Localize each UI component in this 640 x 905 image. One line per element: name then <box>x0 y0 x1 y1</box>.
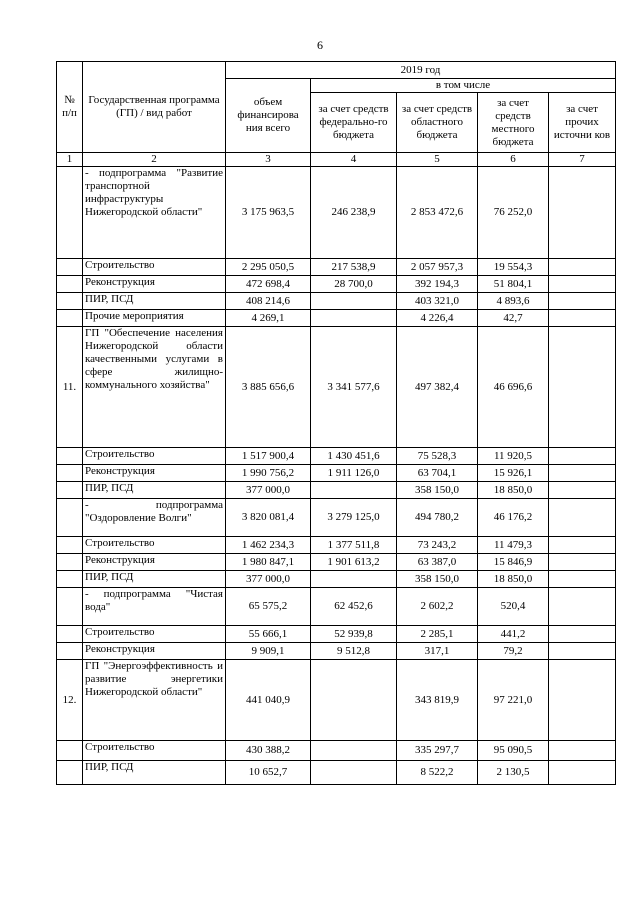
work-type-name: Строительство <box>85 626 155 638</box>
value-federal: 217 538,9 <box>311 259 397 276</box>
table-row <box>57 167 616 259</box>
value-total: 65 575,2 <box>226 588 311 626</box>
value-local: 46 696,6 <box>478 327 549 448</box>
header-year: 2019 год <box>226 62 616 79</box>
work-type-cell <box>83 741 226 761</box>
value-federal: 1 911 126,0 <box>311 465 397 482</box>
value-other <box>549 259 616 276</box>
value-federal: 3 341 577,6 <box>311 327 397 448</box>
value-other <box>549 327 616 448</box>
work-type-cell <box>83 465 226 482</box>
header-col-local: за счет средств местного бюджета <box>478 93 549 153</box>
work-type-cell <box>83 643 226 660</box>
column-number: 7 <box>549 153 616 167</box>
table-row <box>57 741 616 761</box>
value-total: 1 517 900,4 <box>226 448 311 465</box>
value-other <box>549 310 616 327</box>
work-type-name: Строительство <box>85 741 155 753</box>
table-row <box>57 293 616 310</box>
row-number <box>57 741 83 761</box>
value-regional: 403 321,0 <box>397 293 478 310</box>
work-type-cell <box>83 571 226 588</box>
value-local: 18 850,0 <box>478 571 549 588</box>
work-type-name: ГП "Энергоэффективность и развитие энергетики Нижегородской области" <box>85 660 223 698</box>
work-type-name: Прочие мероприятия <box>85 310 184 322</box>
table-row <box>57 310 616 327</box>
work-type-name: - подпрограмма "Чистая вода" <box>85 588 223 613</box>
value-regional: 63 387,0 <box>397 554 478 571</box>
value-regional: 392 194,3 <box>397 276 478 293</box>
value-total: 2 295 050,5 <box>226 259 311 276</box>
table-row <box>57 554 616 571</box>
value-regional: 2 853 472,6 <box>397 167 478 259</box>
value-local: 441,2 <box>478 626 549 643</box>
value-total: 10 652,7 <box>226 761 311 785</box>
column-number: 1 <box>57 153 83 167</box>
value-total: 408 214,6 <box>226 293 311 310</box>
value-total: 3 820 081,4 <box>226 499 311 537</box>
work-type-cell <box>83 259 226 276</box>
value-regional: 2 285,1 <box>397 626 478 643</box>
value-federal <box>311 571 397 588</box>
table-row <box>57 465 616 482</box>
value-federal <box>311 761 397 785</box>
value-other <box>549 499 616 537</box>
value-regional: 73 243,2 <box>397 537 478 554</box>
row-number <box>57 310 83 327</box>
row-number <box>57 571 83 588</box>
table-row <box>57 571 616 588</box>
value-other <box>549 626 616 643</box>
value-total: 55 666,1 <box>226 626 311 643</box>
work-type-cell <box>83 626 226 643</box>
table-row <box>57 643 616 660</box>
value-federal: 246 238,9 <box>311 167 397 259</box>
work-type-name: Строительство <box>85 259 155 271</box>
header-col-total: объем финансирова ния всего <box>226 79 311 153</box>
row-number <box>57 761 83 785</box>
value-total: 377 000,0 <box>226 571 311 588</box>
value-federal: 52 939,8 <box>311 626 397 643</box>
work-type-cell <box>83 660 226 741</box>
work-type-cell <box>83 482 226 499</box>
value-total: 1 462 234,3 <box>226 537 311 554</box>
row-number <box>57 499 83 537</box>
column-number: 2 <box>83 153 226 167</box>
value-federal <box>311 482 397 499</box>
value-federal <box>311 310 397 327</box>
value-local: 15 926,1 <box>478 465 549 482</box>
value-regional: 8 522,2 <box>397 761 478 785</box>
value-local: 46 176,2 <box>478 499 549 537</box>
row-number <box>57 167 83 259</box>
value-regional: 2 602,2 <box>397 588 478 626</box>
header-col-no: № п/п <box>57 62 83 153</box>
column-number: 4 <box>311 153 397 167</box>
value-local: 15 846,9 <box>478 554 549 571</box>
value-regional: 63 704,1 <box>397 465 478 482</box>
value-federal <box>311 741 397 761</box>
value-other <box>549 660 616 741</box>
value-regional: 335 297,7 <box>397 741 478 761</box>
header-col-regional: за счет средств областного бюджета <box>397 93 478 153</box>
row-number <box>57 293 83 310</box>
value-local: 51 804,1 <box>478 276 549 293</box>
table-row <box>57 626 616 643</box>
value-local: 97 221,0 <box>478 660 549 741</box>
value-federal: 28 700,0 <box>311 276 397 293</box>
column-number: 6 <box>478 153 549 167</box>
table-row <box>57 588 616 626</box>
work-type-cell <box>83 537 226 554</box>
table-body <box>57 167 616 785</box>
value-federal <box>311 660 397 741</box>
column-number: 3 <box>226 153 311 167</box>
table-row <box>57 660 616 741</box>
table-row <box>57 276 616 293</box>
value-regional: 317,1 <box>397 643 478 660</box>
value-local: 79,2 <box>478 643 549 660</box>
work-type-name: ПИР, ПСД <box>85 293 134 305</box>
row-number <box>57 482 83 499</box>
work-type-cell <box>83 293 226 310</box>
table-row <box>57 482 616 499</box>
value-other <box>549 276 616 293</box>
value-local: 76 252,0 <box>478 167 549 259</box>
value-other <box>549 588 616 626</box>
work-type-name: Реконструкция <box>85 465 155 477</box>
row-number <box>57 643 83 660</box>
value-regional: 497 382,4 <box>397 327 478 448</box>
page-number: 6 <box>317 38 323 52</box>
work-type-name: Реконструкция <box>85 643 155 655</box>
value-total: 4 269,1 <box>226 310 311 327</box>
value-regional: 343 819,9 <box>397 660 478 741</box>
work-type-cell <box>83 276 226 293</box>
value-local: 520,4 <box>478 588 549 626</box>
table-row <box>57 499 616 537</box>
header-col-program: Государственная программа (ГП) / вид работ <box>83 62 226 153</box>
work-type-cell <box>83 167 226 259</box>
value-total: 3 885 656,6 <box>226 327 311 448</box>
row-number: 11. <box>57 327 83 448</box>
value-regional: 494 780,2 <box>397 499 478 537</box>
value-total: 9 909,1 <box>226 643 311 660</box>
value-local: 18 850,0 <box>478 482 549 499</box>
work-type-cell <box>83 448 226 465</box>
value-regional: 75 528,3 <box>397 448 478 465</box>
value-local: 95 090,5 <box>478 741 549 761</box>
header-in-total: в том числе <box>311 79 616 93</box>
value-federal <box>311 293 397 310</box>
value-total: 430 388,2 <box>226 741 311 761</box>
header-col-federal: за счет средств федерально-го бюджета <box>311 93 397 153</box>
value-total: 441 040,9 <box>226 660 311 741</box>
table-row <box>57 761 616 785</box>
value-federal: 1 430 451,6 <box>311 448 397 465</box>
value-other <box>549 537 616 554</box>
value-regional: 4 226,4 <box>397 310 478 327</box>
value-other <box>549 167 616 259</box>
value-regional: 358 150,0 <box>397 482 478 499</box>
row-number <box>57 626 83 643</box>
work-type-cell <box>83 761 226 785</box>
work-type-cell <box>83 554 226 571</box>
column-number: 5 <box>397 153 478 167</box>
value-other <box>549 554 616 571</box>
row-number <box>57 276 83 293</box>
work-type-name: ПИР, ПСД <box>85 761 134 773</box>
work-type-name: Реконструкция <box>85 554 155 566</box>
value-local: 11 479,3 <box>478 537 549 554</box>
value-other <box>549 465 616 482</box>
value-local: 2 130,5 <box>478 761 549 785</box>
value-local: 4 893,6 <box>478 293 549 310</box>
value-other <box>549 571 616 588</box>
value-other <box>549 741 616 761</box>
value-regional: 2 057 957,3 <box>397 259 478 276</box>
value-other <box>549 761 616 785</box>
work-type-name: Реконструкция <box>85 276 155 288</box>
value-total: 377 000,0 <box>226 482 311 499</box>
row-number <box>57 537 83 554</box>
row-number <box>57 588 83 626</box>
work-type-cell <box>83 588 226 626</box>
table-row <box>57 537 616 554</box>
value-regional: 358 150,0 <box>397 571 478 588</box>
value-other <box>549 643 616 660</box>
value-total: 1 980 847,1 <box>226 554 311 571</box>
value-local: 19 554,3 <box>478 259 549 276</box>
value-other <box>549 448 616 465</box>
work-type-name: Строительство <box>85 537 155 549</box>
work-type-name: ГП "Обеспечение населения Нижегородской области качественными услугами в сфере жилищно-коммунального хозяйства" <box>85 327 223 391</box>
work-type-name: ПИР, ПСД <box>85 571 134 583</box>
table-row <box>57 448 616 465</box>
value-total: 472 698,4 <box>226 276 311 293</box>
work-type-name: - подпрограмма "Оздоровление Волги" <box>85 499 223 524</box>
row-number <box>57 448 83 465</box>
work-type-cell <box>83 499 226 537</box>
table-row <box>57 327 616 448</box>
work-type-name: - подпрограмма "Развитие транспортной инфраструктуры Нижегородской области" <box>85 167 223 218</box>
value-federal: 62 452,6 <box>311 588 397 626</box>
value-other <box>549 482 616 499</box>
value-total: 3 175 963,5 <box>226 167 311 259</box>
work-type-name: ПИР, ПСД <box>85 482 134 494</box>
work-type-name: Строительство <box>85 448 155 460</box>
header-col-other: за счет прочих источни ков <box>549 93 616 153</box>
table-header <box>57 62 616 167</box>
value-federal: 1 377 511,8 <box>311 537 397 554</box>
row-number <box>57 554 83 571</box>
financing-table <box>56 61 616 785</box>
row-number: 12. <box>57 660 83 741</box>
row-number <box>57 465 83 482</box>
value-total: 1 990 756,2 <box>226 465 311 482</box>
value-federal: 1 901 613,2 <box>311 554 397 571</box>
work-type-cell <box>83 310 226 327</box>
row-number <box>57 259 83 276</box>
table-row <box>57 259 616 276</box>
value-federal: 3 279 125,0 <box>311 499 397 537</box>
work-type-cell <box>83 327 226 448</box>
value-other <box>549 293 616 310</box>
column-number-row <box>57 153 616 167</box>
value-local: 42,7 <box>478 310 549 327</box>
value-federal: 9 512,8 <box>311 643 397 660</box>
value-local: 11 920,5 <box>478 448 549 465</box>
